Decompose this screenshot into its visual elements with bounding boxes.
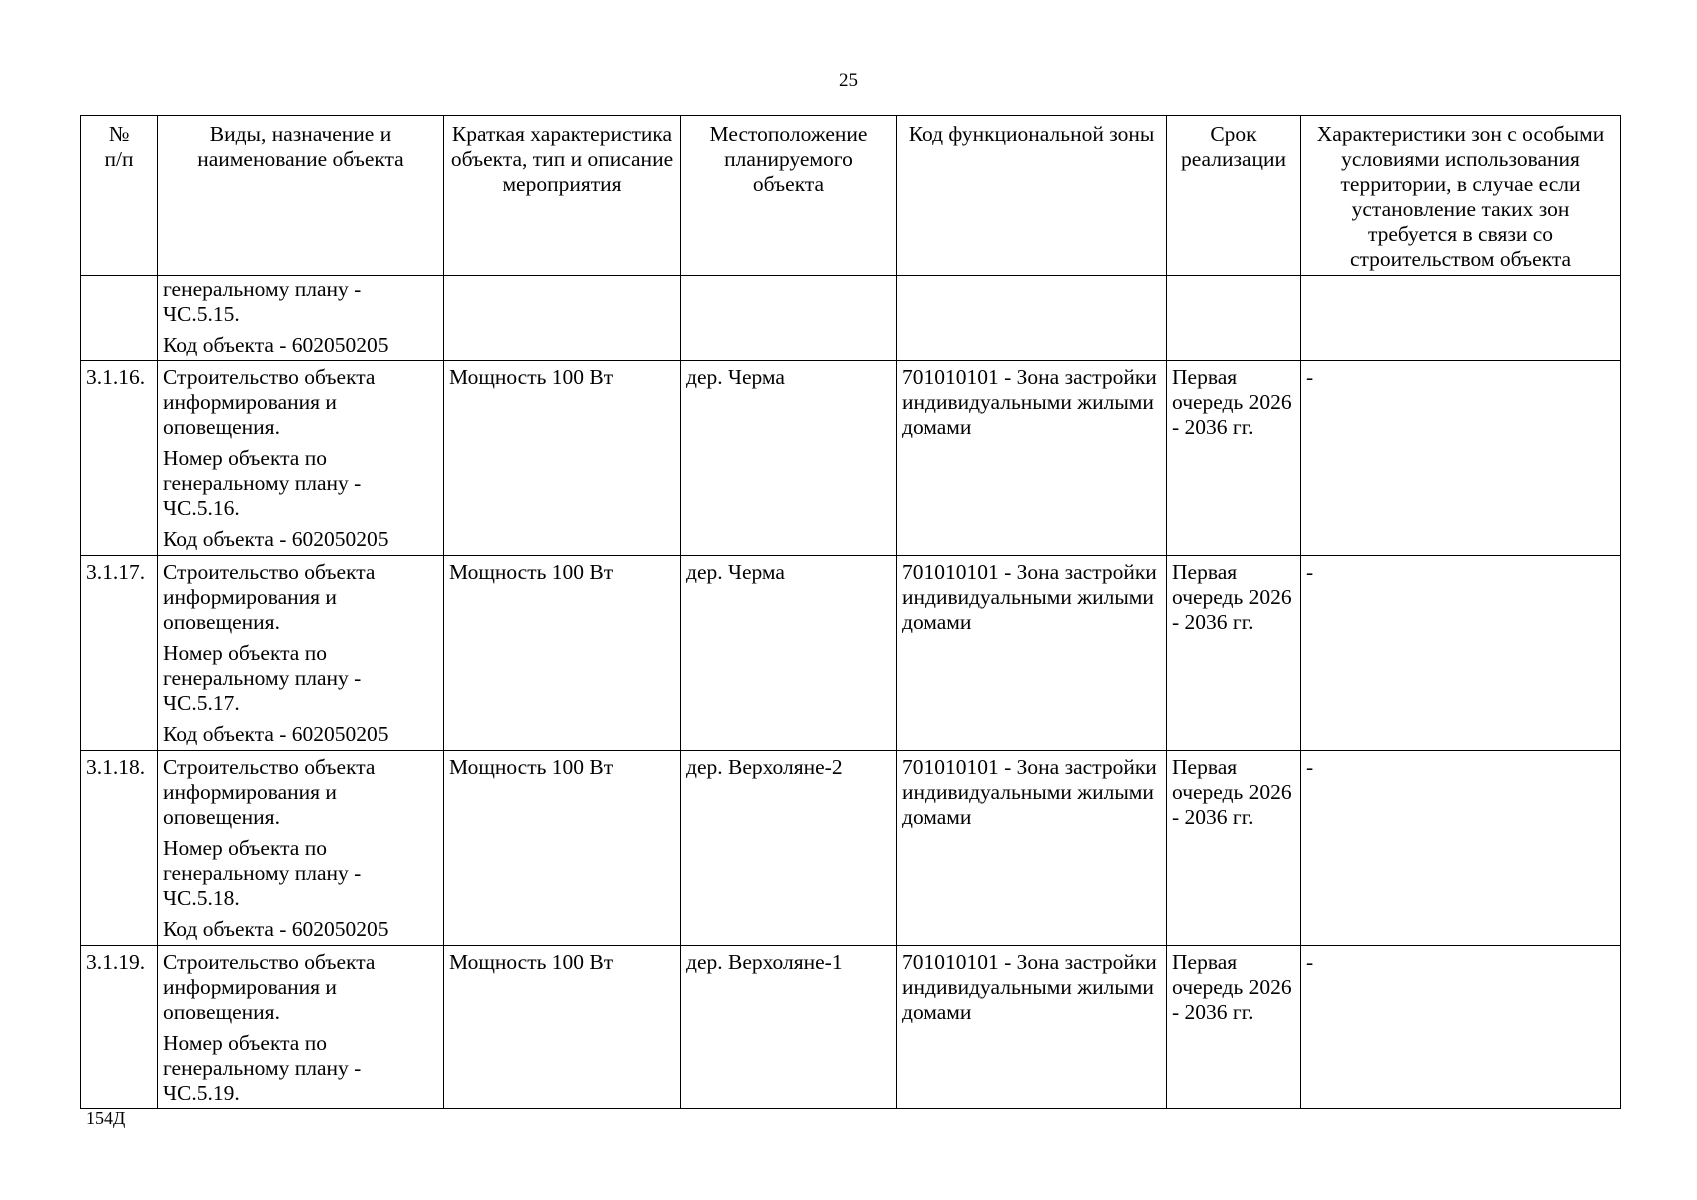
object-title: Строительство объекта информирования и оповещения. <box>163 365 376 439</box>
object-title: Строительство объекта информирования и оповещения. <box>163 950 376 1024</box>
object-code: Код объекта - 602050205 <box>163 917 389 941</box>
cell-term: Первая очередь 2026 - 2036 гг. <box>1167 556 1301 751</box>
cell-characteristic <box>444 276 681 361</box>
cell-location: дер. Черма <box>681 361 897 556</box>
table-row-continuation <box>81 276 1621 361</box>
cell-term: Первая очередь 2026 - 2036 гг. <box>1167 946 1301 1109</box>
cell-number: 3.1.17. <box>81 556 158 751</box>
cell-zone-code: 701010101 - Зона застройки индивидуальными жилыми домами <box>897 361 1167 556</box>
cell-zone-code: 701010101 - Зона застройки индивидуальными жилыми домами <box>897 946 1167 1109</box>
page-number: 25 <box>839 70 858 91</box>
object-code: Код объекта - 602050205 <box>163 333 389 357</box>
object-title: Строительство объекта информирования и оповещения. <box>163 755 376 829</box>
cell-zone-code <box>897 276 1167 361</box>
cell-object <box>158 361 444 556</box>
cell-term: Первая очередь 2026 - 2036 гг. <box>1167 361 1301 556</box>
object-plan-ref: генеральному плану - ЧС.5.15. <box>163 277 362 326</box>
object-plan-ref: Номер объекта по генеральному плану - ЧС.5.17. <box>163 641 362 715</box>
object-code: Код объекта - 602050205 <box>163 527 389 551</box>
header-object-type: Виды, назначение и наименование объекта <box>158 116 444 276</box>
cell-characteristic: Мощность 100 Вт <box>444 946 681 1109</box>
cell-special-zones: - <box>1301 946 1621 1109</box>
header-number: № п/п <box>81 116 158 276</box>
cell-special-zones <box>1301 276 1621 361</box>
cell-term: Первая очередь 2026 - 2036 гг. <box>1167 751 1301 946</box>
header-zone-code: Код функциональной зоны <box>897 116 1167 276</box>
document-footer-code: 154Д <box>86 1108 126 1128</box>
cell-object <box>158 751 444 946</box>
table-header-row <box>81 116 1621 276</box>
cell-object <box>158 946 444 1109</box>
table-row <box>81 946 1621 1109</box>
cell-special-zones: - <box>1301 361 1621 556</box>
cell-object <box>158 556 444 751</box>
cell-special-zones: - <box>1301 556 1621 751</box>
cell-characteristic: Мощность 100 Вт <box>444 556 681 751</box>
cell-characteristic: Мощность 100 Вт <box>444 751 681 946</box>
object-code: Код объекта - 602050205 <box>163 722 389 746</box>
object-plan-ref: Номер объекта по генеральному плану - ЧС.5.16. <box>163 446 362 520</box>
table-row <box>81 751 1621 946</box>
cell-number: 3.1.19. <box>81 946 158 1109</box>
cell-zone-code: 701010101 - Зона застройки индивидуальными жилыми домами <box>897 556 1167 751</box>
cell-zone-code: 701010101 - Зона застройки индивидуальными жилыми домами <box>897 751 1167 946</box>
header-location: Местоположение планируемого объекта <box>681 116 897 276</box>
table-row <box>81 556 1621 751</box>
cell-number <box>81 276 158 361</box>
cell-location: дер. Верхоляне-1 <box>681 946 897 1109</box>
cell-number: 3.1.18. <box>81 751 158 946</box>
header-term: Срок реализации <box>1167 116 1301 276</box>
object-title: Строительство объекта информирования и оповещения. <box>163 560 376 634</box>
cell-location <box>681 276 897 361</box>
header-characteristic: Краткая характеристика объекта, тип и описание мероприятия <box>444 116 681 276</box>
cell-characteristic: Мощность 100 Вт <box>444 361 681 556</box>
object-plan-ref: Номер объекта по генеральному плану - ЧС.5.18. <box>163 836 362 910</box>
cell-location: дер. Черма <box>681 556 897 751</box>
cell-special-zones: - <box>1301 751 1621 946</box>
objects-table <box>80 115 1621 1109</box>
object-plan-ref: Номер объекта по генеральному плану - ЧС.5.19. <box>163 1031 362 1105</box>
cell-object <box>158 276 444 361</box>
table-row <box>81 361 1621 556</box>
header-special-zones: Характеристики зон с особыми условиями использования территории, в случае если установление таких зон требуется в связи со строительством объекта <box>1301 116 1621 276</box>
cell-number: 3.1.16. <box>81 361 158 556</box>
cell-term <box>1167 276 1301 361</box>
cell-location: дер. Верхоляне-2 <box>681 751 897 946</box>
